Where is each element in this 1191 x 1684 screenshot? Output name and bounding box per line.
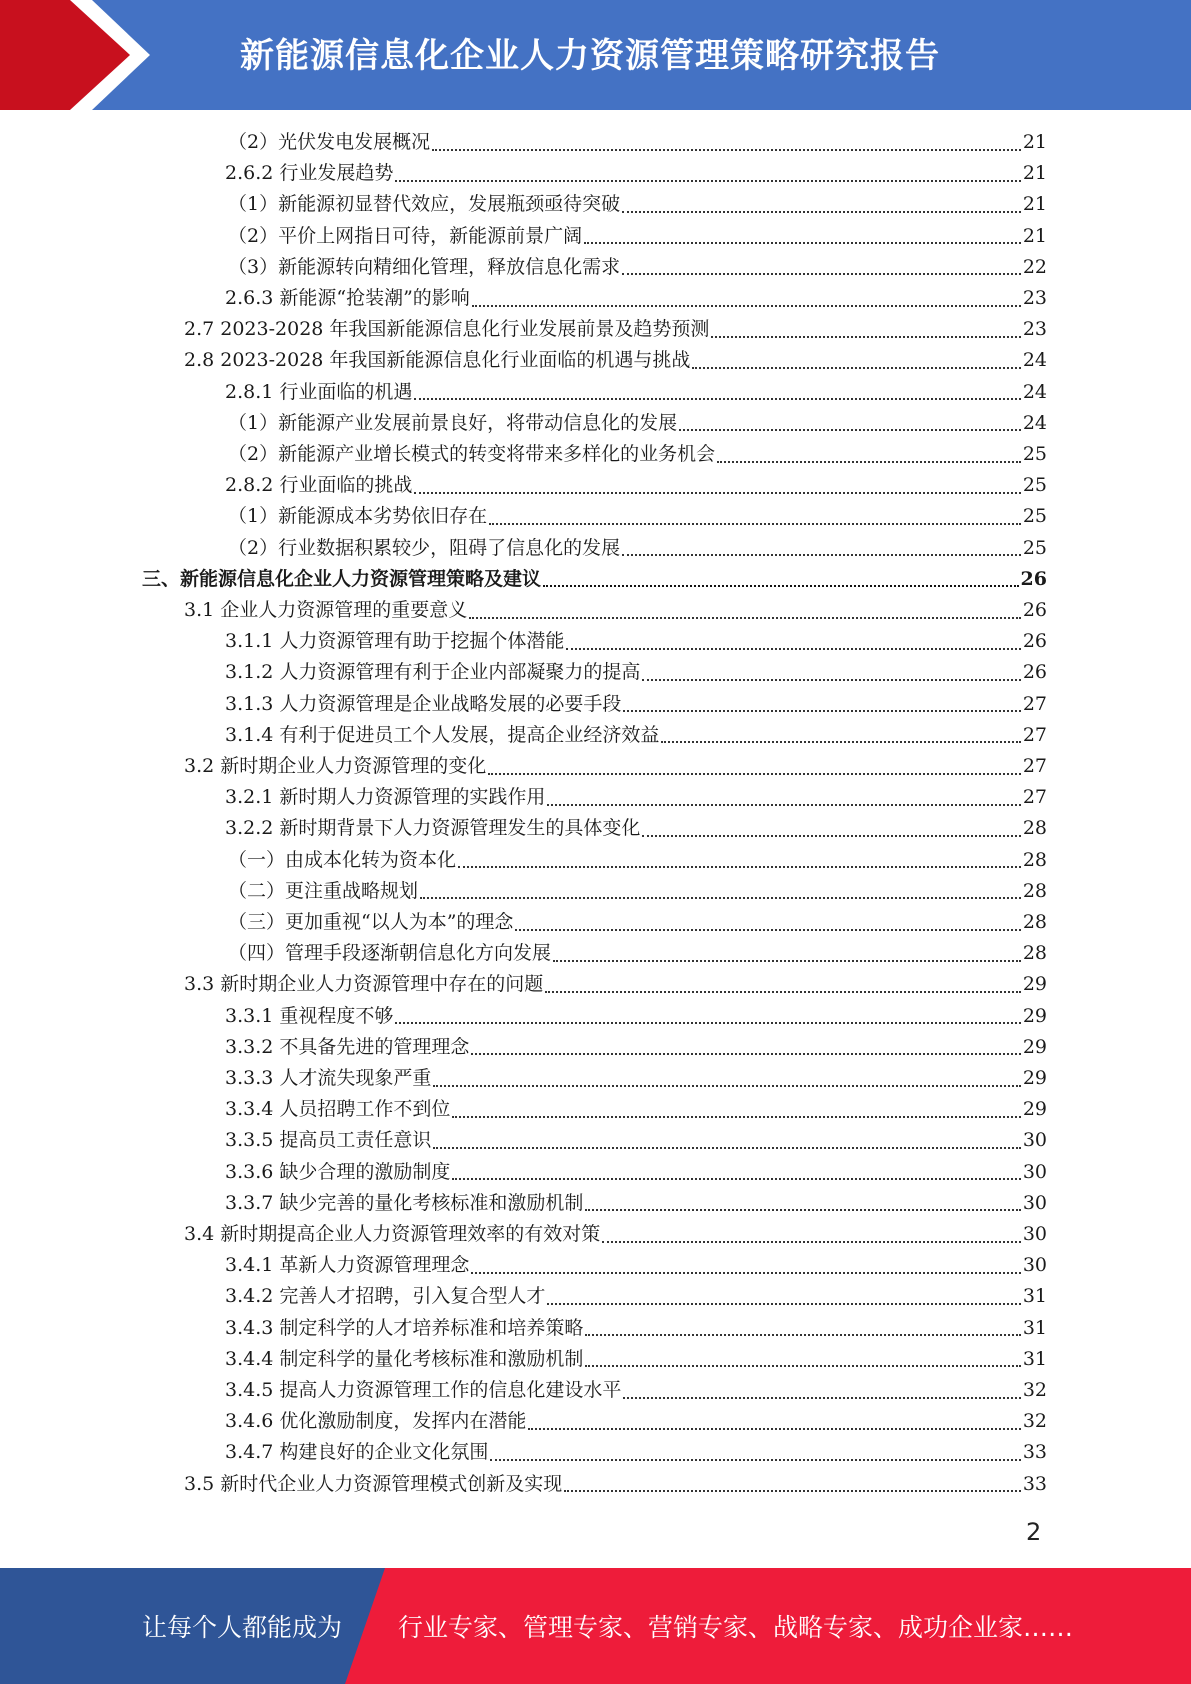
toc-entry[interactable]: [228, 439, 1047, 470]
toc-entry-title: 2.8 2023-2028 年我国新能源信息化行业面临的机遇与挑战: [184, 349, 691, 372]
toc-leader-dots: [584, 242, 1021, 244]
toc-entry-page: 24: [1022, 349, 1047, 372]
toc-leader-dots: [458, 866, 1021, 868]
toc-leader-dots: [642, 679, 1020, 681]
toc-entry-title: （1）新能源产业发展前景良好，将带动信息化的发展: [228, 411, 678, 434]
toc-entry-title: 3.3.7 缺少完善的量化考核标准和激励机制: [225, 1191, 584, 1214]
toc-entry-title: 2.6.3 新能源“抢装潮”的影响: [225, 287, 470, 309]
toc-entry-title: 3.2 新时期企业人力资源管理的变化: [184, 755, 487, 777]
toc-entry-title: （四）管理手段逐渐朝信息化方向发展: [228, 942, 552, 965]
toc-entry-title: 3.3 新时期企业人力资源管理中存在的问题: [184, 973, 544, 996]
toc-entry-page: 32: [1022, 1410, 1047, 1433]
toc-entry-page: 21: [1022, 162, 1047, 185]
toc-entry[interactable]: [184, 751, 1047, 782]
toc-entry-page: 28: [1022, 911, 1047, 933]
toc-entry-page: 29: [1022, 1067, 1047, 1089]
toc-entry-page: 24: [1022, 411, 1047, 434]
toc-entry-page: 25: [1022, 443, 1047, 465]
toc-leader-dots: [490, 1459, 1020, 1461]
toc-leader-dots: [661, 741, 1020, 743]
toc-leader-dots: [622, 273, 1021, 275]
toc-entry-title: 2.8.2 行业面临的挑战: [225, 474, 413, 497]
toc-entry-page: 29: [1022, 973, 1047, 996]
toc-entry[interactable]: [225, 377, 1047, 408]
toc-entry-page: 33: [1022, 1472, 1047, 1495]
toc-entry-page: 28: [1022, 848, 1047, 871]
toc-entry-page: 28: [1022, 817, 1047, 840]
toc-entry[interactable]: [184, 314, 1047, 345]
toc-leader-dots: [395, 180, 1020, 182]
toc-entry-title: 三、新能源信息化企业人力资源管理策略及建议: [142, 567, 542, 590]
toc-entry[interactable]: [228, 533, 1047, 564]
toc-entry[interactable]: [228, 189, 1047, 220]
toc-leader-dots: [623, 710, 1020, 712]
toc-leader-dots: [553, 960, 1021, 962]
toc-entry-title: 3.4.4 制定科学的量化考核标准和激励机制: [225, 1347, 584, 1370]
toc-leader-dots: [452, 1178, 1020, 1180]
toc-entry-title: （二）更注重战略规划: [228, 879, 419, 902]
toc-entry-title: 3.3.2 不具备先进的管理理念: [225, 1035, 470, 1058]
toc-entry-title: （2）平价上网指日可待，新能源前景广阔: [228, 224, 583, 247]
header-band: [0, 0, 1191, 110]
toc-entry[interactable]: [142, 564, 1047, 595]
toc-entry[interactable]: [184, 1219, 1047, 1250]
toc-entry-title: 3.5 新时代企业人力资源管理模式创新及实现: [184, 1472, 563, 1495]
toc-leader-dots: [545, 991, 1021, 993]
toc-entry-title: 2.7 2023-2028 年我国新能源信息化行业发展前景及趋势预测: [184, 318, 710, 341]
footer-slogan-left: 让每个人都能成为: [142, 1613, 343, 1642]
toc-leader-dots: [564, 1490, 1021, 1492]
toc-entry[interactable]: [228, 408, 1047, 439]
toc-entry[interactable]: [225, 158, 1047, 189]
toc-entry-page: 21: [1022, 131, 1047, 153]
toc-entry-page: 29: [1022, 1004, 1047, 1027]
toc-entry[interactable]: [225, 1094, 1047, 1125]
toc-leader-dots: [414, 398, 1020, 400]
toc-entry[interactable]: [184, 595, 1047, 626]
toc-entry-title: 3.3.3 人才流失现象严重: [225, 1067, 432, 1089]
toc-entry-page: 24: [1022, 380, 1047, 403]
toc-entry-page: 33: [1022, 1441, 1047, 1464]
toc-entry-page: 27: [1022, 786, 1047, 809]
toc-entry[interactable]: [228, 938, 1047, 969]
toc-entry-page: 25: [1022, 536, 1047, 559]
toc-entry[interactable]: [225, 626, 1047, 657]
toc-entry-title: （三）更加重视“以人为本”的理念: [228, 911, 514, 933]
toc-entry-title: （1）新能源初显替代效应，发展瓶颈亟待突破: [228, 193, 621, 216]
header-arrow-icon: [0, 0, 160, 110]
toc-leader-dots: [472, 305, 1021, 307]
toc-entry-title: 3.1.1 人力资源管理有助于挖掘个体潜能: [225, 630, 565, 653]
toc-leader-dots: [433, 1147, 1020, 1149]
toc-entry[interactable]: [225, 813, 1047, 844]
toc-leader-dots: [547, 804, 1020, 806]
toc-entry[interactable]: [225, 657, 1047, 688]
toc-entry-title: 3.3.4 人员招聘工作不到位: [225, 1098, 451, 1121]
toc-leader-dots: [414, 492, 1020, 494]
toc-entry-page: 28: [1022, 942, 1047, 965]
toc-leader-dots: [711, 336, 1020, 338]
toc-entry[interactable]: [228, 221, 1047, 252]
toc-entry[interactable]: [225, 1406, 1047, 1437]
toc-entry[interactable]: [225, 1063, 1047, 1094]
toc-leader-dots: [642, 835, 1020, 837]
toc-leader-dots: [622, 211, 1021, 213]
toc-entry-page: 30: [1022, 1160, 1047, 1183]
toc-entry-page: 31: [1022, 1316, 1047, 1339]
toc-entry-title: 3.3.5 提高员工责任意识: [225, 1129, 432, 1152]
toc-leader-dots: [469, 617, 1021, 619]
toc-entry-page: 31: [1022, 1347, 1047, 1370]
toc-entry[interactable]: [225, 1125, 1047, 1156]
toc-leader-dots: [528, 1428, 1020, 1430]
toc-entry-page: 29: [1022, 1035, 1047, 1058]
toc-entry[interactable]: [184, 969, 1047, 1000]
toc-leader-dots: [452, 1116, 1020, 1118]
toc-leader-dots: [471, 1053, 1020, 1055]
toc-entry-page: 25: [1022, 474, 1047, 497]
toc-leader-dots: [489, 523, 1021, 525]
footer-band: [0, 1568, 1191, 1684]
toc-entry-page: 21: [1022, 193, 1047, 216]
toc-leader-dots: [602, 1241, 1021, 1243]
toc-entry-title: 3.2.2 新时期背景下人力资源管理发生的具体变化: [225, 817, 641, 840]
toc-entry-title: 3.3.1 重视程度不够: [225, 1004, 394, 1027]
toc-entry-title: 3.1.4 有利于促进员工个人发展，提高企业经济效益: [225, 723, 660, 746]
toc-entry[interactable]: [225, 720, 1047, 751]
toc-entry[interactable]: [225, 1281, 1047, 1312]
toc-leader-dots: [395, 1022, 1020, 1024]
toc-entry-title: 3.4.3 制定科学的人才培养标准和培养策略: [225, 1316, 584, 1339]
toc-leader-dots: [471, 1272, 1020, 1274]
toc-entry-title: （2）光伏发电发展概况: [228, 131, 431, 153]
toc-entry[interactable]: [225, 1250, 1047, 1281]
toc-entry[interactable]: [225, 1188, 1047, 1219]
toc-leader-dots: [585, 1334, 1020, 1336]
toc-entry[interactable]: [184, 1469, 1047, 1500]
toc-entry-title: （1）新能源成本劣势依旧存在: [228, 505, 488, 528]
toc-entry[interactable]: [228, 252, 1047, 283]
toc-entry[interactable]: [228, 845, 1047, 876]
footer-slogan-right: 行业专家、管理专家、营销专家、战略专家、成功企业家……: [398, 1613, 1074, 1642]
toc-entry-page: 32: [1022, 1379, 1047, 1401]
toc-leader-dots: [623, 1397, 1020, 1399]
toc-entry[interactable]: [225, 1157, 1047, 1188]
toc-entry-page: 30: [1022, 1129, 1047, 1152]
toc-entry[interactable]: [225, 1375, 1047, 1406]
toc-entry[interactable]: [228, 127, 1047, 158]
toc-entry-page: 21: [1022, 224, 1047, 247]
toc-entry-page: 23: [1022, 318, 1047, 341]
toc-leader-dots: [547, 1303, 1020, 1305]
toc-entry[interactable]: [228, 907, 1047, 938]
toc-entry-title: 3.4.6 优化激励制度，发挥内在潜能: [225, 1410, 527, 1433]
toc-entry[interactable]: [225, 1313, 1047, 1344]
toc-leader-dots: [622, 554, 1021, 556]
toc-entry-title: 3.4.5 提高人力资源管理工作的信息化建设水平: [225, 1379, 622, 1401]
toc-entry[interactable]: [225, 689, 1047, 720]
toc-entry-page: 30: [1022, 1223, 1047, 1245]
toc-leader-dots: [515, 929, 1020, 931]
toc-entry-title: 3.4.1 革新人力资源管理理念: [225, 1254, 470, 1277]
toc-entry[interactable]: [225, 1032, 1047, 1063]
toc-entry-title: 3.3.6 缺少合理的激励制度: [225, 1160, 451, 1183]
toc-entry-page: 23: [1022, 287, 1047, 309]
toc-entry-page: 22: [1022, 255, 1047, 278]
toc-entry-title: 3.4.7 构建良好的企业文化氛围: [225, 1441, 489, 1464]
toc-entry-title: 3.1.3 人力资源管理是企业战略发展的必要手段: [225, 692, 622, 715]
toc-entry-page: 28: [1022, 879, 1047, 902]
toc-entry-page: 25: [1022, 505, 1047, 528]
toc-entry[interactable]: [184, 345, 1047, 376]
toc-entry-title: （2）行业数据积累较少，阻碍了信息化的发展: [228, 536, 621, 559]
toc-entry-title: 3.4 新时期提高企业人力资源管理效率的有效对策: [184, 1223, 601, 1245]
toc-entry[interactable]: [225, 1437, 1047, 1468]
toc-entry-title: 2.8.1 行业面临的机遇: [225, 380, 413, 403]
toc-entry-title: 3.1 企业人力资源管理的重要意义: [184, 599, 468, 621]
toc-entry-title: （2）新能源产业增长模式的转变将带来多样化的业务机会: [228, 443, 716, 465]
toc-entry[interactable]: [228, 876, 1047, 907]
toc-entry-title: （3）新能源转向精细化管理，释放信息化需求: [228, 255, 621, 278]
toc-leader-dots: [692, 367, 1020, 369]
toc-leader-dots: [566, 648, 1020, 650]
toc-entry-page: 29: [1022, 1098, 1047, 1121]
page-number: 2: [1026, 1518, 1042, 1546]
toc-entry-page: 27: [1022, 692, 1047, 715]
toc-leader-dots: [585, 1209, 1020, 1211]
toc-entry-page: 30: [1022, 1254, 1047, 1277]
toc-entry-page: 30: [1022, 1191, 1047, 1214]
toc-entry-page: 31: [1022, 1285, 1047, 1308]
toc-entry-page: 26: [1022, 630, 1047, 653]
toc-entry-page: 27: [1022, 755, 1047, 777]
toc-entry-title: （一）由成本化转为资本化: [228, 848, 457, 871]
toc-leader-dots: [543, 585, 1019, 587]
toc-entry-title: 3.2.1 新时期人力资源管理的实践作用: [225, 786, 546, 809]
toc-entry-page: 26: [1020, 567, 1047, 590]
toc-entry[interactable]: [225, 1001, 1047, 1032]
toc-entry[interactable]: [225, 283, 1047, 314]
toc-entry-page: 26: [1022, 661, 1047, 684]
toc-entry-title: 3.4.2 完善人才招聘，引入复合型人才: [225, 1285, 546, 1308]
report-title: 新能源信息化企业人力资源管理策略研究报告: [240, 36, 940, 76]
toc-leader-dots: [433, 1085, 1020, 1087]
toc-leader-dots: [679, 429, 1021, 431]
toc-leader-dots: [488, 773, 1021, 775]
toc-leader-dots: [717, 461, 1021, 463]
toc-entry[interactable]: [225, 1344, 1047, 1375]
toc-leader-dots: [420, 897, 1021, 899]
toc-entry-title: 2.6.2 行业发展趋势: [225, 162, 394, 185]
toc-leader-dots: [432, 149, 1021, 151]
toc-entry[interactable]: [228, 501, 1047, 532]
toc-leader-dots: [585, 1365, 1020, 1367]
toc-entry[interactable]: [225, 782, 1047, 813]
toc-entry-page: 26: [1022, 599, 1047, 621]
toc-entry-page: 27: [1022, 723, 1047, 746]
toc-entry-title: 3.1.2 人力资源管理有利于企业内部凝聚力的提高: [225, 661, 641, 684]
toc-entry[interactable]: [225, 470, 1047, 501]
